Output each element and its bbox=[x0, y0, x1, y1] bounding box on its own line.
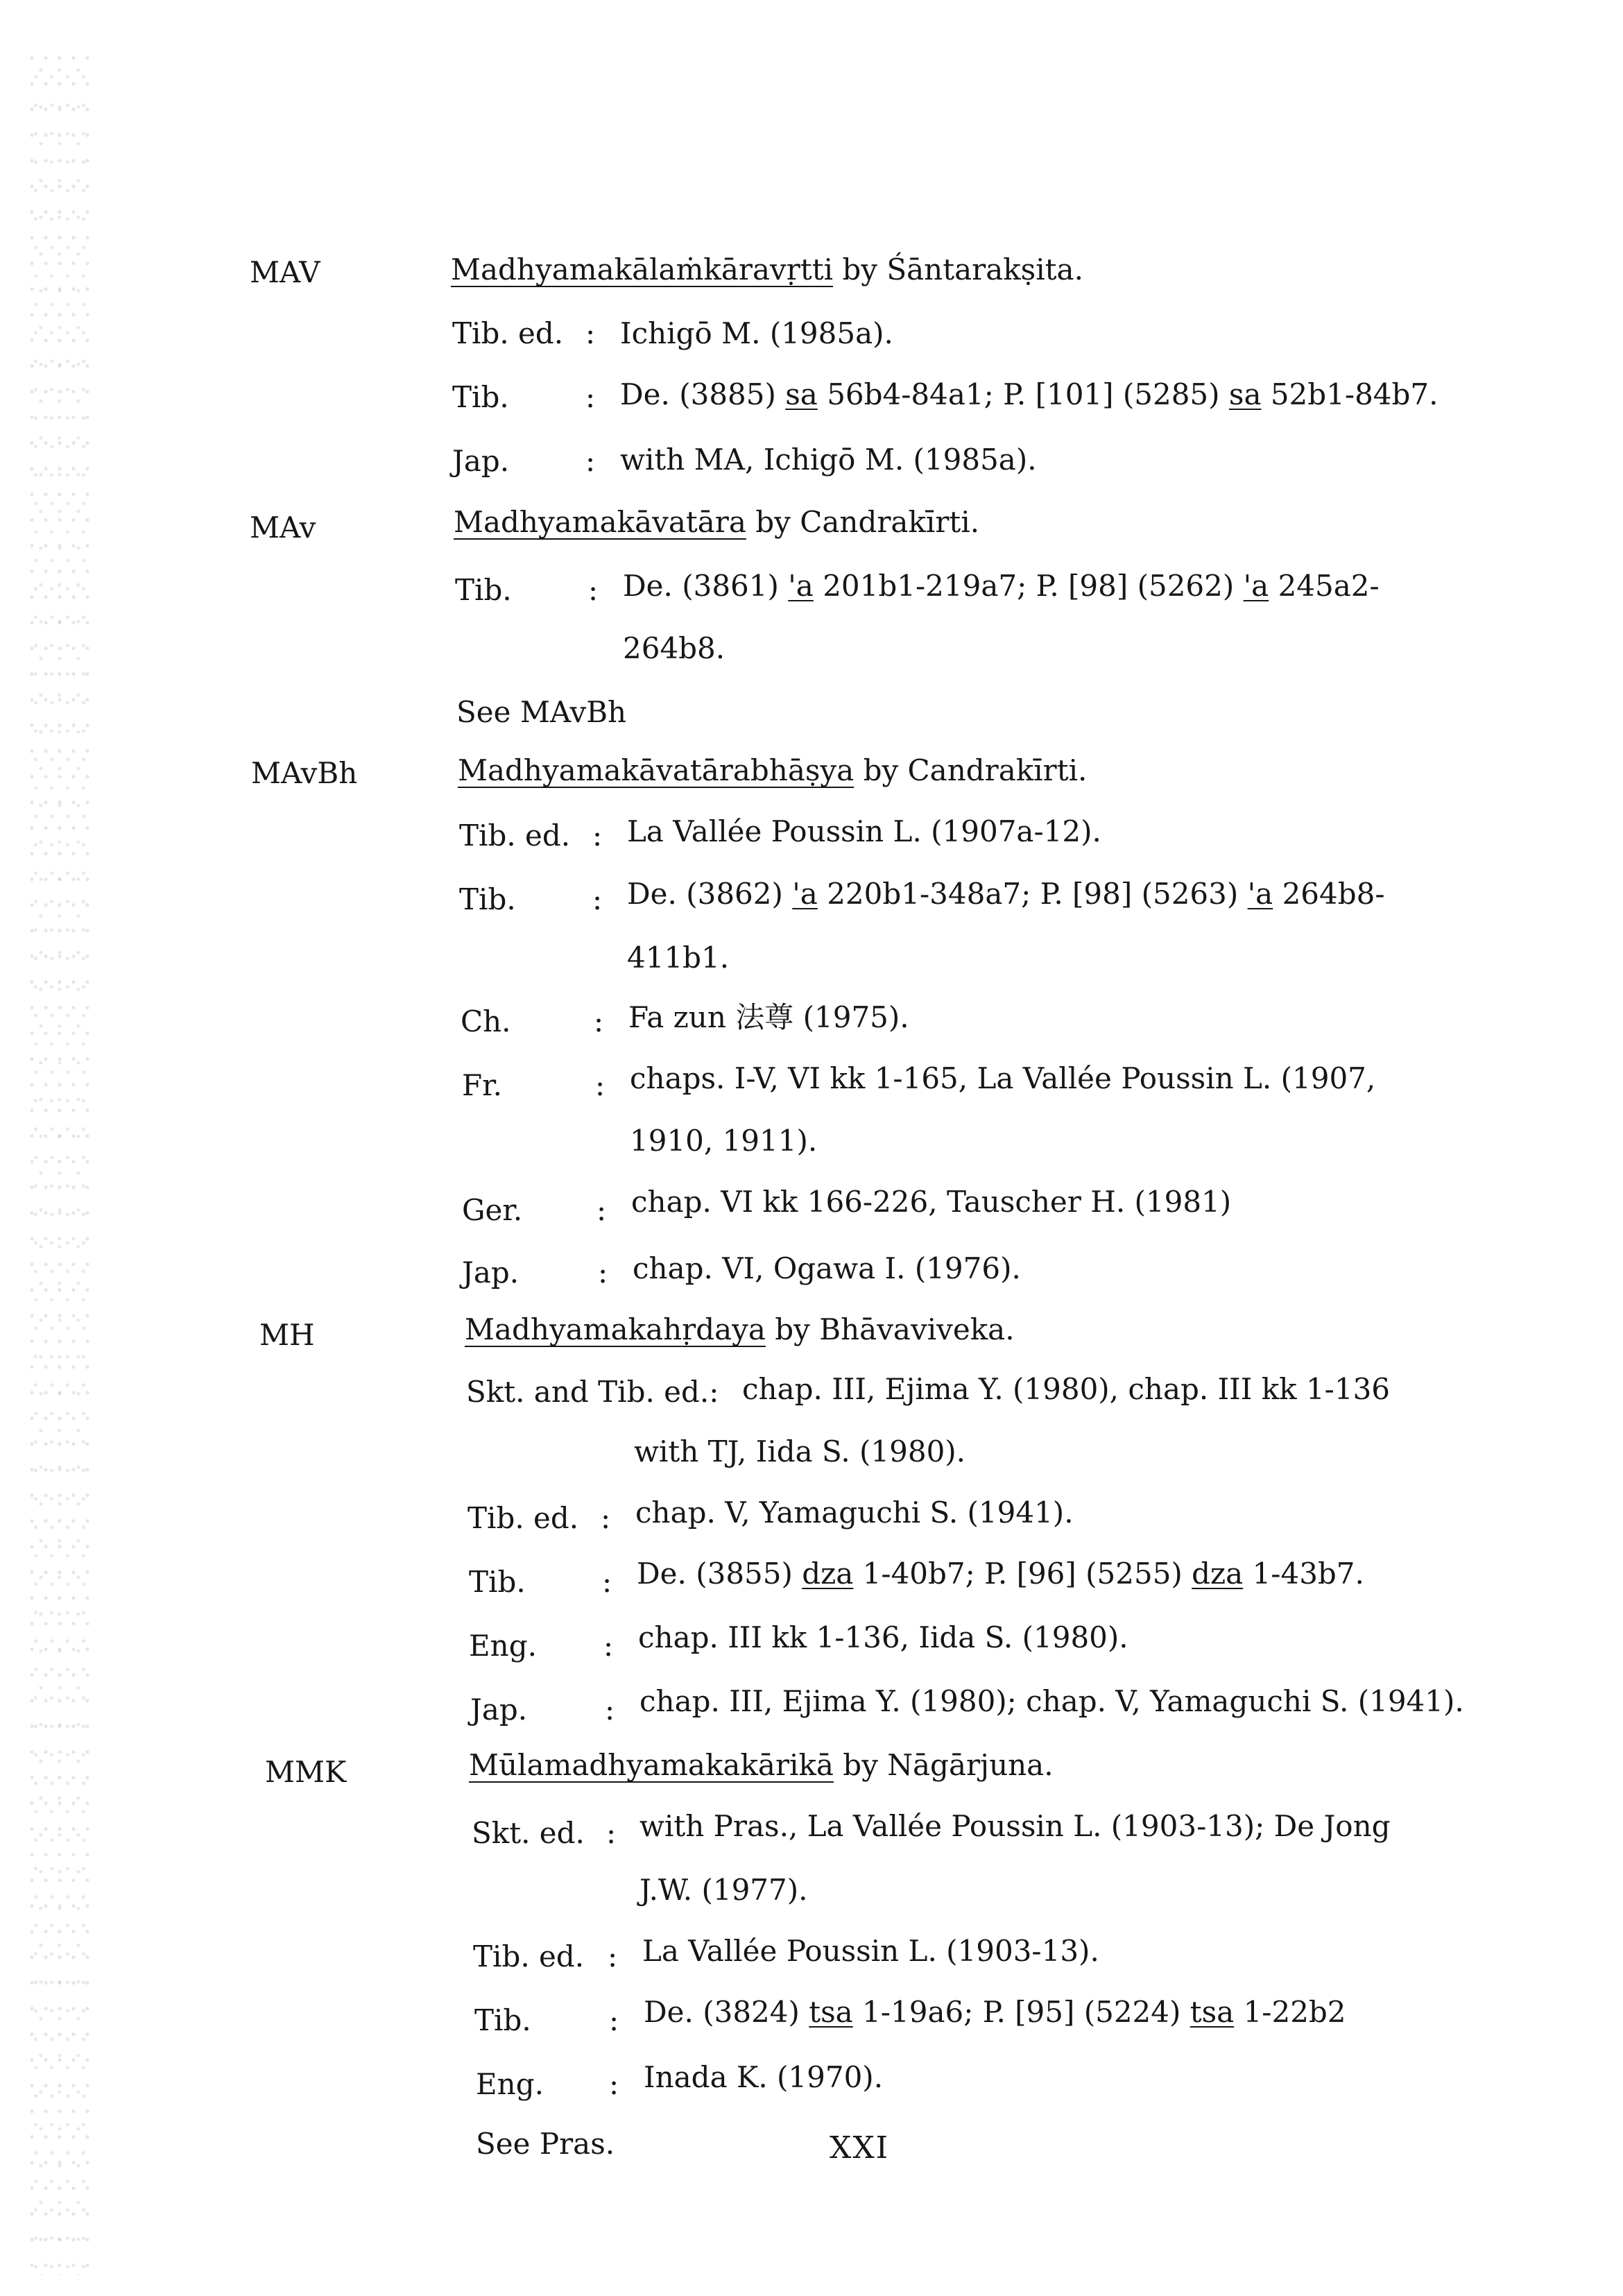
volume-letter: sa bbox=[1228, 377, 1262, 411]
volume-letter: 'a bbox=[788, 569, 814, 603]
work-title: Mūlamadhyamakakārikā bbox=[469, 1748, 834, 1782]
line-label: Tib. bbox=[455, 573, 512, 607]
line-label: Ch. bbox=[461, 1004, 511, 1038]
entry-abbreviation: MMK bbox=[265, 1755, 347, 1789]
volume-letter: 'a bbox=[792, 877, 818, 911]
line-text: La Vallée Poussin L. (1903-13). bbox=[642, 1934, 1099, 1968]
work-author: by Candrakīrti. bbox=[746, 505, 980, 539]
line-label: Jap. bbox=[462, 1256, 519, 1290]
line-label: Jap. bbox=[470, 1693, 528, 1727]
line-label: Skt. ed. bbox=[472, 1816, 585, 1850]
line-text: De. (3855) dza 1-40b7; P. [96] (5255) dza 1-43b7. bbox=[637, 1557, 1364, 1591]
line-text-continued: J.W. (1977). bbox=[639, 1873, 808, 1907]
line-text: chap. III, Ejima Y. (1980), chap. III kk 1-136 bbox=[742, 1372, 1391, 1406]
line-label: Tib. bbox=[474, 2003, 531, 2037]
separator: : bbox=[605, 1693, 615, 1727]
line-text-continued: 1910, 1911). bbox=[630, 1124, 818, 1158]
entry-abbreviation: MAV bbox=[250, 255, 320, 289]
work-author: by Candrakīrti. bbox=[854, 753, 1088, 787]
entry-title-line bbox=[458, 753, 1088, 787]
separator: : bbox=[588, 573, 599, 607]
volume-letter: dza bbox=[1192, 1557, 1244, 1591]
line-text: chap. III kk 1-136, Iida S. (1980). bbox=[638, 1620, 1128, 1654]
cross-reference: See Pras. bbox=[476, 2127, 615, 2161]
volume-letter: tsa bbox=[1190, 1995, 1235, 2029]
line-text: chaps. I-V, VI kk 1-165, La Vallée Poussin L. (1907, bbox=[630, 1061, 1376, 1095]
separator: : bbox=[602, 1565, 612, 1599]
separator: : bbox=[595, 1068, 606, 1102]
entry-title-line bbox=[451, 252, 1083, 286]
line-label: Tib. ed. bbox=[459, 819, 571, 853]
line-label: Tib. bbox=[452, 380, 509, 414]
entry-title-line bbox=[469, 1748, 1054, 1782]
separator: : bbox=[609, 2067, 619, 2101]
entry-abbreviation: MH bbox=[259, 1318, 315, 1352]
separator: : bbox=[585, 444, 596, 478]
entry-abbreviation: MAvBh bbox=[251, 756, 358, 790]
work-title: Madhyamakālaṁkāravṛtti bbox=[451, 252, 834, 286]
work-author: by Bhāvaviveka. bbox=[765, 1312, 1015, 1346]
line-label: Tib. ed. bbox=[473, 1939, 585, 1973]
separator: : bbox=[609, 2003, 619, 2037]
line-label: Tib. bbox=[469, 1565, 526, 1599]
page-number: XXI bbox=[830, 2130, 890, 2166]
line-text: De. (3885) sa 56b4-84a1; P. [101] (5285) sa 52b1-84b7. bbox=[620, 377, 1439, 411]
line-label: Tib. ed. bbox=[467, 1501, 579, 1535]
work-title: Madhyamakāvatārabhāṣya bbox=[458, 753, 855, 787]
line-text-continued: 411b1. bbox=[627, 941, 730, 975]
line-text: De. (3862) 'a 220b1-348a7; P. [98] (5263) 'a 264b8- bbox=[627, 877, 1385, 911]
work-title: Madhyamakāvatāra bbox=[454, 505, 746, 539]
line-text: De. (3861) 'a 201b1-219a7; P. [98] (5262) 'a 245a2- bbox=[623, 569, 1380, 603]
line-label: Eng. bbox=[476, 2067, 544, 2101]
separator: : bbox=[592, 882, 603, 916]
work-title: Madhyamakahṛdaya bbox=[465, 1312, 766, 1346]
entry-title-line bbox=[465, 1312, 1015, 1346]
line-text: La Vallée Poussin L. (1907a-12). bbox=[627, 814, 1101, 848]
line-text: Ichigō M. (1985a). bbox=[620, 316, 893, 350]
volume-letter: 'a bbox=[1243, 569, 1269, 603]
separator: : bbox=[596, 1193, 607, 1227]
line-label: Eng. bbox=[469, 1629, 537, 1663]
line-text: chap. III, Ejima Y. (1980); chap. V, Yamaguchi S. (1941). bbox=[639, 1684, 1464, 1718]
line-label: Skt. and Tib. ed.: bbox=[466, 1375, 719, 1409]
line-text: Inada K. (1970). bbox=[644, 2060, 884, 2094]
scan-edge-noise bbox=[28, 55, 90, 2275]
line-text: Fa zun 法尊 (1975). bbox=[628, 1000, 909, 1034]
separator: : bbox=[608, 1939, 618, 1973]
separator: : bbox=[592, 819, 603, 853]
volume-letter: dza bbox=[802, 1557, 854, 1591]
work-author: by Nāgārjuna. bbox=[833, 1748, 1054, 1782]
separator: : bbox=[585, 316, 596, 350]
entry-abbreviation: MAv bbox=[250, 511, 316, 545]
line-label: Fr. bbox=[462, 1068, 502, 1102]
line-text: with MA, Ichigō M. (1985a). bbox=[620, 443, 1037, 477]
line-text: chap. VI, Ogawa I. (1976). bbox=[633, 1251, 1021, 1285]
volume-letter: 'a bbox=[1247, 877, 1273, 911]
line-text: De. (3824) tsa 1-19a6; P. [95] (5224) tsa 1-22b2 bbox=[644, 1995, 1346, 2029]
line-label: Ger. bbox=[462, 1193, 523, 1227]
line-label: Tib. ed. bbox=[452, 316, 564, 350]
line-text: chap. V, Yamaguchi S. (1941). bbox=[635, 1496, 1074, 1530]
line-label: Tib. bbox=[459, 882, 516, 916]
separator: : bbox=[585, 380, 596, 414]
volume-letter: tsa bbox=[809, 1995, 853, 2029]
line-text: with Pras., La Vallée Poussin L. (1903-13); De Jong bbox=[639, 1809, 1391, 1843]
separator: : bbox=[598, 1256, 608, 1290]
line-text-continued: 264b8. bbox=[623, 631, 725, 665]
separator: : bbox=[606, 1816, 617, 1850]
cross-reference: See MAvBh bbox=[456, 695, 627, 729]
volume-letter: sa bbox=[785, 377, 818, 411]
line-text-continued: with TJ, Iida S. (1980). bbox=[634, 1434, 966, 1468]
line-label: Jap. bbox=[452, 444, 510, 478]
line-text: chap. VI kk 166-226, Tauscher H. (1981) bbox=[631, 1185, 1232, 1219]
separator: : bbox=[601, 1501, 611, 1535]
separator: : bbox=[603, 1629, 614, 1663]
separator: : bbox=[594, 1004, 604, 1038]
entry-title-line bbox=[454, 505, 980, 539]
work-author: by Śāntarakṣita. bbox=[833, 252, 1083, 286]
